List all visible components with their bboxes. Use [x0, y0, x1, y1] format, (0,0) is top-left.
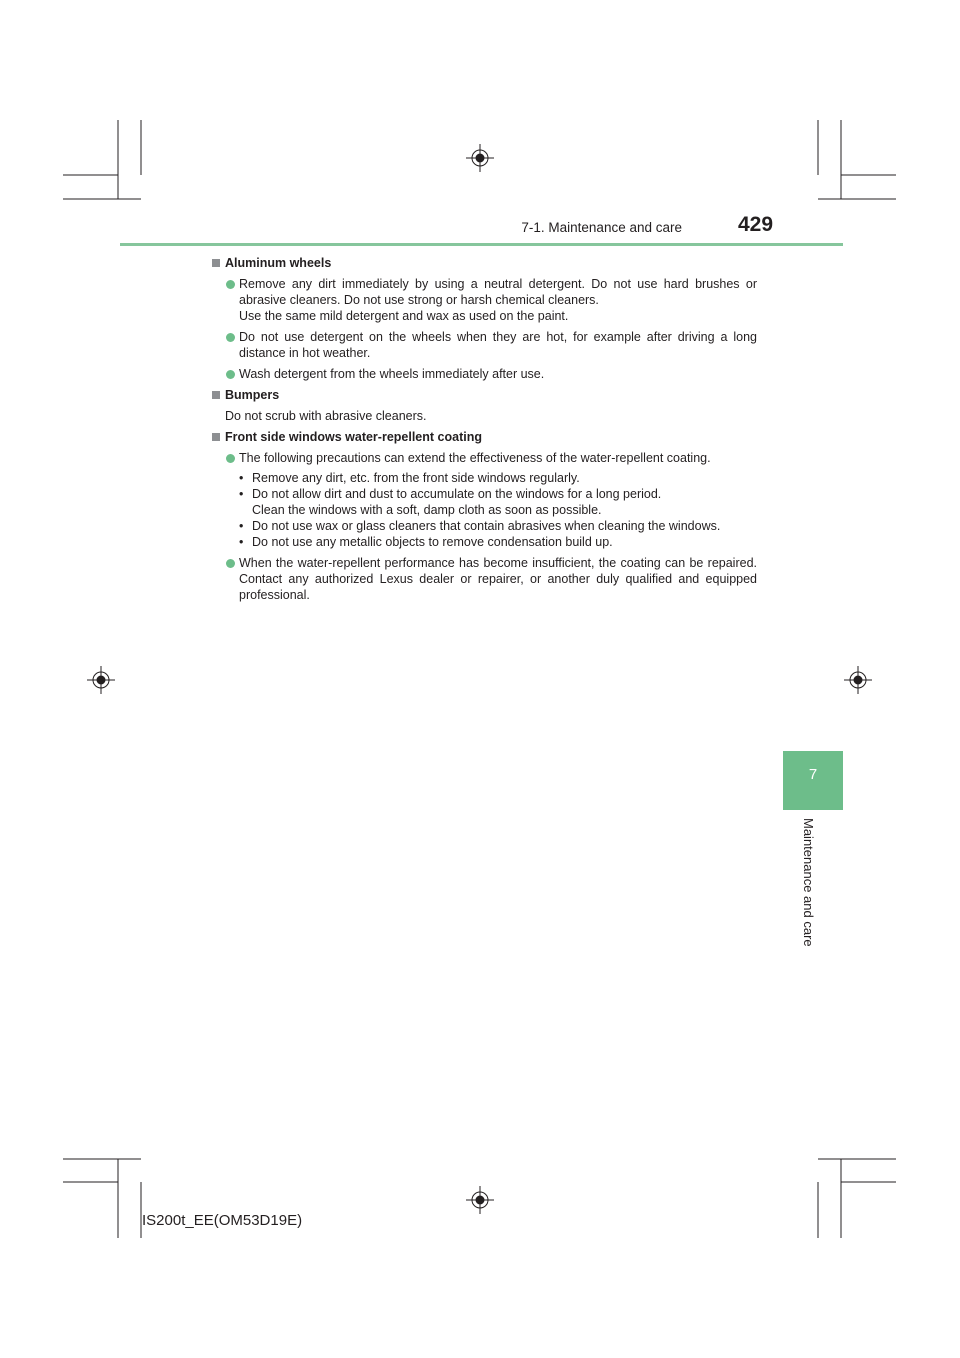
page-content — [211, 255, 757, 603]
list-item: Wash detergent from the wheels immediately after use. — [211, 366, 757, 382]
sub-bullet: • — [239, 471, 244, 485]
list-item — [211, 276, 757, 324]
list-item-text: Remove any dirt immediately by using a neutral detergent. Do not use hard brushes or abrasive cleaners. Do not use strong or harsh chemical cleaners. — [239, 277, 757, 307]
sub-list-item — [239, 534, 757, 550]
registration-mark-right — [844, 666, 872, 694]
sub-list-item — [239, 518, 757, 534]
section-heading-aluminum-wheels: Aluminum wheels — [211, 255, 757, 271]
sub-bullet: • — [239, 487, 244, 501]
chapter-number: 7 — [808, 766, 818, 783]
document-code: IS200t_EE(OM53D19E) — [142, 1212, 303, 1229]
page-number: 429 — [738, 213, 774, 236]
header-section-title: 7-1. Maintenance and care — [521, 220, 682, 235]
sub-bullet: • — [239, 535, 244, 549]
section-heading-bumpers: Bumpers — [211, 387, 757, 403]
list-item-text: Use the same mild detergent and wax as used on the paint. — [239, 309, 569, 323]
registration-mark-bottom — [466, 1186, 494, 1214]
sub-list-item — [239, 470, 757, 486]
section-heading-water-repellent: Front side windows water-repellent coating — [211, 429, 757, 445]
registration-mark-top — [466, 144, 494, 172]
sub-list-item-text: Do not use any metallic objects to remove condensation build up. — [252, 535, 613, 549]
paragraph: Do not scrub with abrasive cleaners. — [225, 409, 427, 423]
chapter-title: Maintenance and care — [801, 818, 816, 947]
sub-list-item-text: Remove any dirt, etc. from the front side windows regularly. — [252, 471, 580, 485]
sub-list-item-text: Do not allow dirt and dust to accumulate on the windows for a long period. — [252, 487, 662, 501]
list-item: When the water-repellent performance has become insufficient, the coating can be repaired. Contact any authorized Lexus dealer or repairer, or another duly qualified and equipped professional. — [211, 555, 757, 603]
header-rule — [120, 243, 843, 246]
list-item: The following precautions can extend the effectiveness of the water-repellent coating. — [211, 450, 757, 466]
sub-list-item-text: Clean the windows with a soft, damp cloth as soon as possible. — [252, 503, 602, 517]
list-item: Do not use detergent on the wheels when they are hot, for example after driving a long distance in hot weather. — [211, 329, 757, 361]
sub-list-item-text: Do not use wax or glass cleaners that contain abrasives when cleaning the windows. — [252, 519, 721, 533]
registration-mark-left — [87, 666, 115, 694]
sub-list — [211, 470, 757, 550]
sub-bullet: • — [239, 519, 244, 533]
sub-list-item — [239, 486, 757, 518]
